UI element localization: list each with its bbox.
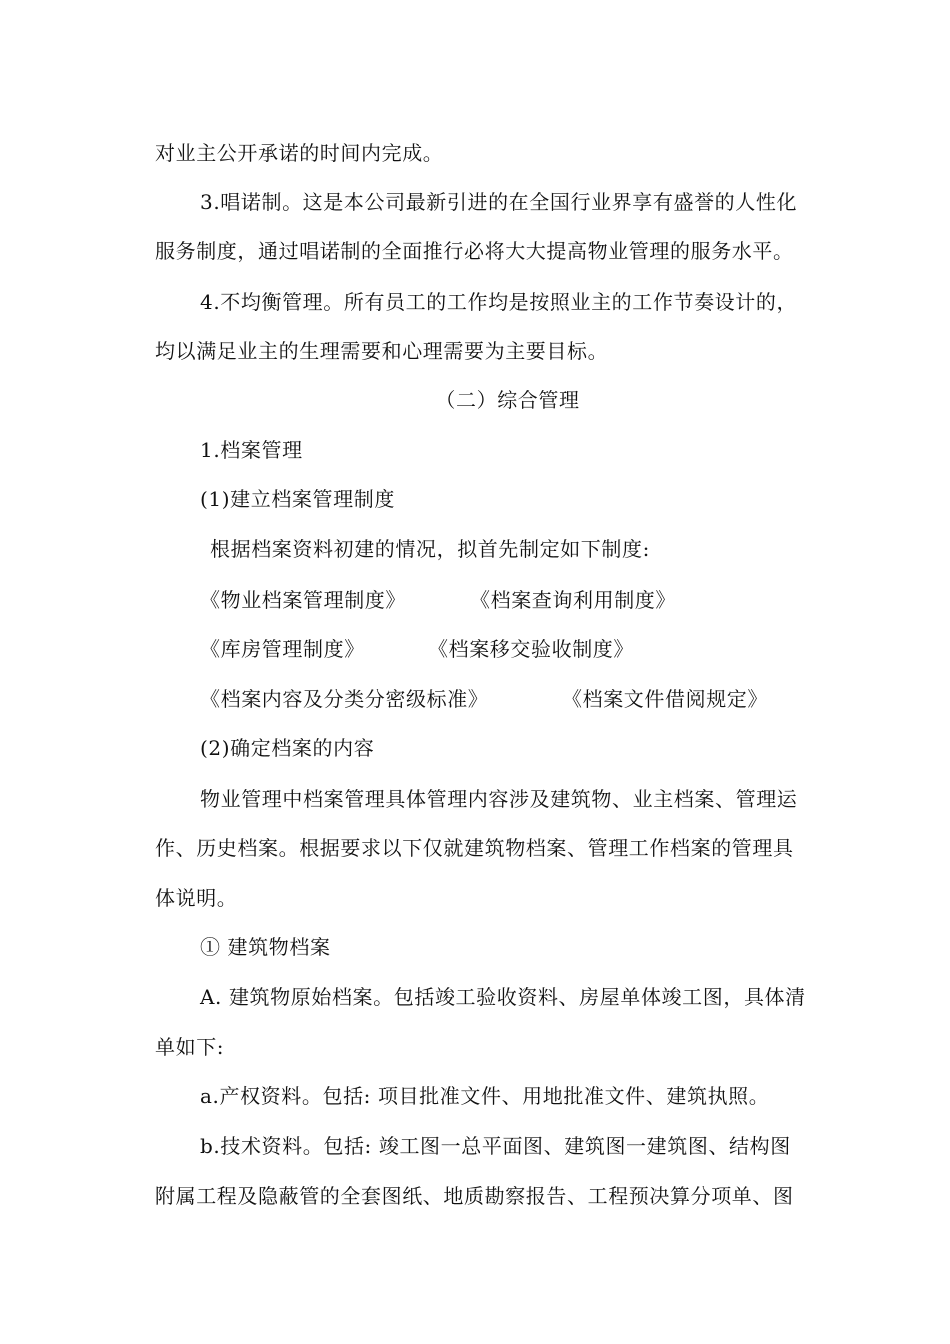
rule-title: 《档案查询利用制度》 [470, 588, 676, 612]
paragraph-line: a.产权资料。包括: 项目批准文件、用地批准文件、建筑执照。 [200, 1084, 770, 1108]
paragraph-line: 体说明。 [155, 886, 238, 910]
rule-title: 《档案文件借阅规定》 [562, 687, 768, 711]
paragraph-line: 均以满足业主的生理需要和心理需要为主要目标。 [155, 339, 609, 363]
rule-title: 《档案移交验收制度》 [428, 637, 634, 661]
paragraph-line: 单如下: [155, 1035, 225, 1059]
paragraph-line: 3.唱诺制。这是本公司最新引进的在全国行业界享有盛誉的人性化 [200, 190, 798, 214]
paragraph-line: 物业管理中档案管理具体管理内容涉及建筑物、业主档案、管理运 [200, 787, 798, 811]
section-heading: （二）综合管理 [435, 388, 580, 412]
rule-title: 《物业档案管理制度》 [200, 588, 406, 612]
paragraph-line: A. 建筑物原始档案。包括竣工验收资料、房屋单体竣工图，具体清 [200, 985, 806, 1009]
paragraph-line: 4.不均衡管理。所有员工的工作均是按照业主的工作节奏设计的， [200, 290, 798, 314]
subheading: 1.档案管理 [200, 438, 303, 462]
paragraph-line: 根据档案资料初建的情况，拟首先制定如下制度: [210, 537, 650, 561]
paragraph-line: b.技术资料。包括: 竣工图一总平面图、建筑图一建筑图、结构图 [200, 1134, 791, 1158]
subheading: (2)确定档案的内容 [200, 736, 375, 760]
rule-title: 《档案内容及分类分密级标准》 [200, 687, 489, 711]
paragraph-line: 服务制度，通过唱诺制的全面推行必将大大提高物业管理的服务水平。 [155, 239, 794, 263]
subheading: (1)建立档案管理制度 [200, 487, 395, 511]
subheading: ① 建筑物档案 [200, 935, 331, 959]
paragraph-line: 附属工程及隐蔽管的全套图纸、地质勘察报告、工程预决算分项单、图 [155, 1184, 794, 1208]
paragraph-line: 作、历史档案。根据要求以下仅就建筑物档案、管理工作档案的管理具 [155, 836, 794, 860]
rule-title: 《库房管理制度》 [200, 637, 365, 661]
paragraph-line: 对业主公开承诺的时间内完成。 [155, 141, 444, 165]
